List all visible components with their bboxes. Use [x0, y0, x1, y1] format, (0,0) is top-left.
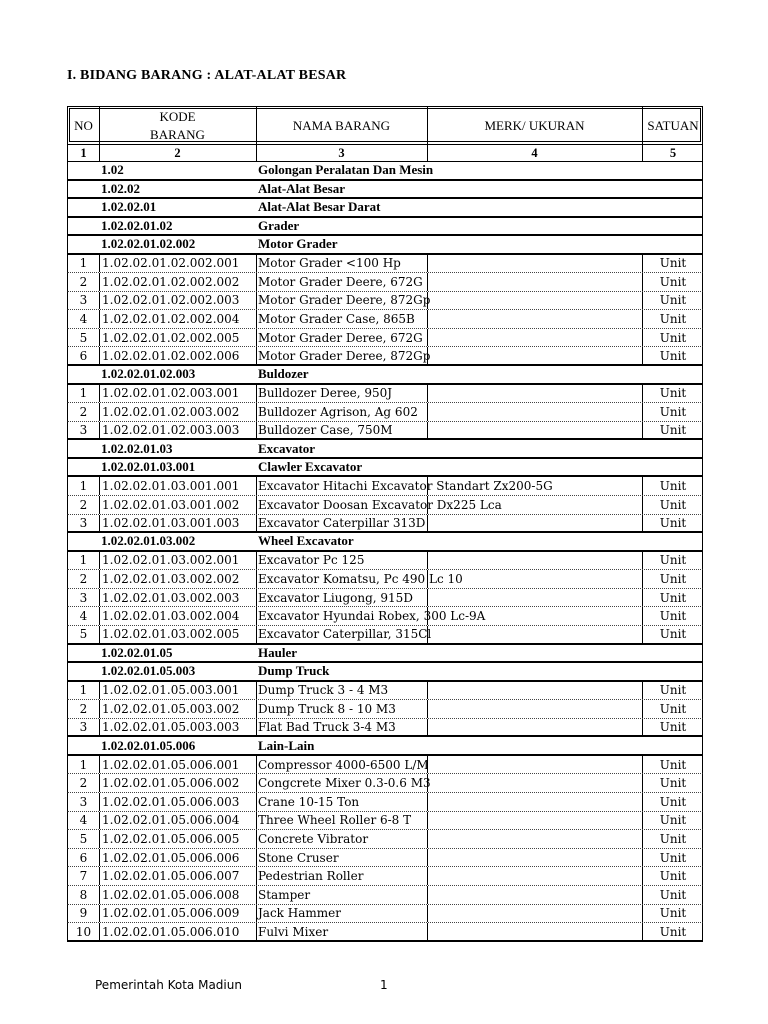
row-code: 1.02.02.01.03.001.002 — [102, 497, 240, 512]
row-name: Stamper — [258, 887, 311, 902]
table-row — [67, 626, 703, 645]
row-unit: Unit — [659, 794, 687, 809]
row-name: Flat Bad Truck 3-4 M3 — [258, 720, 396, 735]
group-code: 1.02.02.01.03.001 — [101, 459, 196, 475]
row-code: 1.02.02.01.03.002.001 — [102, 553, 240, 568]
page-number: 1 — [380, 978, 388, 992]
group-row — [67, 737, 703, 756]
table-row — [67, 347, 703, 366]
col-number: 1 — [80, 145, 87, 160]
row-unit: Unit — [659, 924, 687, 939]
row-unit: Unit — [659, 553, 687, 568]
row-name: Congcrete Mixer 0.3-0.6 M3 — [258, 776, 431, 791]
col-number: 2 — [174, 145, 181, 160]
table-row — [67, 422, 703, 441]
group-name: Dump Truck — [258, 663, 330, 679]
group-code: 1.02.02 — [101, 180, 140, 196]
group-code: 1.02.02.01.02.002 — [101, 236, 196, 252]
row-name: Excavator Hitachi Excavator Standart Zx200-5G — [258, 479, 553, 494]
group-name: Excavator — [258, 440, 316, 456]
group-code: 1.02.02.01.03.002 — [101, 533, 196, 549]
table-row — [67, 923, 703, 942]
row-name: Motor Grader Deere, 672G — [258, 274, 423, 289]
row-name: Concrete Vibrator — [258, 832, 369, 847]
group-row — [67, 162, 703, 181]
inventory-table — [67, 106, 703, 942]
row-name: Pedestrian Roller — [258, 869, 364, 884]
row-code: 1.02.02.01.02.002.003 — [102, 293, 240, 308]
table-row — [67, 273, 703, 292]
header-kode-line2: BARANG — [150, 126, 205, 142]
header-kode — [99, 107, 256, 144]
group-name: Lain-Lain — [258, 737, 315, 753]
row-no: 9 — [79, 906, 88, 921]
table-row — [67, 905, 703, 924]
table-row — [67, 570, 703, 589]
footer-organization: Pemerintah Kota Madiun — [95, 978, 242, 992]
row-name: Motor Grader Deere, 872Gp — [258, 293, 431, 308]
row-no: 1 — [79, 256, 88, 271]
row-name: Bulldozer Deree, 950J — [258, 386, 393, 401]
row-code: 1.02.02.01.02.002.005 — [102, 330, 240, 345]
row-unit: Unit — [659, 312, 687, 327]
row-no: 3 — [79, 794, 88, 809]
group-name: Clawler Excavator — [258, 459, 363, 475]
row-unit: Unit — [659, 701, 687, 716]
row-unit: Unit — [659, 386, 687, 401]
row-unit: Unit — [659, 423, 687, 438]
col-number: 5 — [669, 145, 677, 160]
row-no: 1 — [79, 683, 88, 698]
group-code: 1.02.02.01.03 — [101, 440, 173, 456]
row-code: 1.02.02.01.02.003.003 — [102, 423, 240, 438]
column-number-row — [67, 144, 703, 162]
section-heading: I. BIDANG BARANG : ALAT-ALAT BESAR — [67, 68, 347, 83]
row-unit: Unit — [659, 572, 687, 587]
row-code: 1.02.02.01.03.001.001 — [102, 479, 240, 494]
row-unit: Unit — [659, 497, 687, 512]
row-code: 1.02.02.01.05.006.009 — [102, 906, 240, 921]
row-unit: Unit — [659, 887, 687, 902]
row-unit: Unit — [659, 627, 687, 642]
row-unit: Unit — [659, 906, 687, 921]
row-unit: Unit — [659, 256, 687, 271]
row-no: 1 — [79, 553, 88, 568]
row-code: 1.02.02.01.02.003.001 — [102, 386, 240, 401]
table-row — [67, 329, 703, 348]
row-code: 1.02.02.01.03.002.002 — [102, 572, 240, 587]
row-unit: Unit — [659, 757, 687, 772]
row-name: Motor Grader Case, 865B — [258, 312, 415, 327]
row-unit: Unit — [659, 348, 687, 363]
row-name: Bulldozer Case, 750M — [258, 423, 393, 438]
table-row — [67, 886, 703, 905]
header-merk: MERK/ UKURAN — [484, 117, 585, 133]
row-unit: Unit — [659, 293, 687, 308]
row-code: 1.02.02.01.05.006.007 — [102, 869, 240, 884]
row-name: Dump Truck 8 - 10 M3 — [258, 701, 396, 716]
table-row — [67, 849, 703, 868]
header-kode-line1: KODE — [159, 108, 196, 124]
row-code: 1.02.02.01.02.002.004 — [102, 312, 240, 327]
table-row — [67, 682, 703, 701]
row-unit: Unit — [659, 813, 687, 828]
table-row — [67, 774, 703, 793]
table-row — [67, 793, 703, 812]
group-row — [67, 218, 703, 237]
row-unit: Unit — [659, 515, 687, 530]
row-no: 7 — [79, 869, 88, 884]
table-row — [67, 310, 703, 329]
group-code: 1.02.02.01 — [101, 199, 157, 215]
row-name: Fulvi Mixer — [258, 924, 329, 939]
row-no: 2 — [79, 497, 88, 512]
row-code: 1.02.02.01.05.006.008 — [102, 887, 240, 902]
row-unit: Unit — [659, 590, 687, 605]
row-code: 1.02.02.01.05.006.003 — [102, 794, 240, 809]
row-no: 6 — [79, 850, 88, 865]
table-row — [67, 607, 703, 626]
row-code: 1.02.02.01.05.006.001 — [102, 757, 240, 772]
row-no: 1 — [79, 757, 88, 772]
row-name: Crane 10-15 Ton — [258, 794, 360, 809]
row-no: 3 — [79, 515, 88, 530]
row-name: Excavator Liugong, 915D — [258, 590, 413, 605]
row-code: 1.02.02.01.02.002.006 — [102, 348, 240, 363]
row-code: 1.02.02.01.05.006.010 — [102, 924, 240, 939]
row-name: Bulldozer Agrison, Ag 602 — [258, 404, 418, 419]
row-code: 1.02.02.01.03.002.003 — [102, 590, 240, 605]
table-row — [67, 515, 703, 534]
row-no: 5 — [79, 627, 88, 642]
row-no: 3 — [79, 423, 88, 438]
table-row — [67, 700, 703, 719]
row-name: Excavator Komatsu, Pc 490 Lc 10 — [258, 572, 463, 587]
group-name: Wheel Excavator — [258, 533, 354, 549]
table-row — [67, 830, 703, 849]
row-no: 4 — [79, 609, 88, 624]
row-unit: Unit — [659, 869, 687, 884]
group-name: Golongan Peralatan Dan Mesin — [258, 162, 434, 178]
row-code: 1.02.02.01.05.006.005 — [102, 832, 240, 847]
group-row — [67, 181, 703, 200]
row-unit: Unit — [659, 832, 687, 847]
row-code: 1.02.02.01.03.002.005 — [102, 627, 240, 642]
row-no: 2 — [79, 776, 88, 791]
group-code: 1.02.02.01.02.003 — [101, 366, 196, 382]
group-row — [67, 645, 703, 664]
table-row — [67, 552, 703, 571]
row-name: Excavator Caterpillar 313D — [258, 515, 426, 530]
row-no: 6 — [79, 348, 88, 363]
row-name: Excavator Pc 125 — [258, 553, 365, 568]
table-row — [67, 477, 703, 496]
row-no: 1 — [79, 386, 88, 401]
group-name: Hauler — [258, 644, 297, 660]
row-code: 1.02.02.01.02.003.002 — [102, 404, 240, 419]
table-row — [67, 719, 703, 738]
table-row — [67, 292, 703, 311]
row-no: 3 — [79, 720, 88, 735]
row-code: 1.02.02.01.05.006.004 — [102, 813, 240, 828]
row-no: 2 — [79, 274, 88, 289]
row-name: Motor Grader Deree, 672G — [258, 330, 423, 345]
group-code: 1.02.02.01.05.006 — [101, 737, 196, 753]
table-row — [67, 867, 703, 886]
row-unit: Unit — [659, 404, 687, 419]
row-name: Jack Hammer — [258, 906, 341, 921]
row-name: Three Wheel Roller 6-8 T — [258, 813, 412, 828]
row-no: 2 — [79, 572, 88, 587]
row-name: Excavator Caterpillar, 315Cl — [258, 627, 432, 642]
row-no: 2 — [79, 701, 88, 716]
group-name: Motor Grader — [258, 236, 338, 252]
row-code: 1.02.02.01.02.002.002 — [102, 274, 240, 289]
row-unit: Unit — [659, 330, 687, 345]
header-no: NO — [74, 117, 93, 133]
row-no: 8 — [79, 887, 88, 902]
row-no: 1 — [79, 479, 88, 494]
group-code: 1.02.02.01.02 — [101, 217, 173, 233]
row-unit: Unit — [659, 609, 687, 624]
row-unit: Unit — [659, 850, 687, 865]
header-satuan: SATUAN — [647, 117, 699, 133]
row-no: 10 — [75, 924, 92, 939]
group-name: Grader — [258, 217, 300, 233]
group-row — [67, 366, 703, 385]
row-name: Motor Grader Deree, 872Gp — [258, 348, 431, 363]
group-row — [67, 663, 703, 682]
row-no: 5 — [79, 330, 88, 345]
table-row — [67, 255, 703, 274]
row-unit: Unit — [659, 274, 687, 289]
table-row — [67, 589, 703, 608]
table-row — [67, 496, 703, 515]
group-row — [67, 440, 703, 459]
row-name: Excavator Hyundai Robex, 300 Lc-9A — [258, 609, 486, 624]
row-no: 3 — [79, 590, 88, 605]
group-code: 1.02.02.01.05.003 — [101, 663, 196, 679]
table-header — [67, 106, 703, 144]
row-name: Stone Cruser — [258, 850, 339, 865]
row-no: 3 — [79, 293, 88, 308]
row-code: 1.02.02.01.03.002.004 — [102, 609, 240, 624]
row-name: Motor Grader <100 Hp — [258, 256, 401, 271]
row-code: 1.02.02.01.05.003.001 — [102, 683, 240, 698]
row-code: 1.02.02.01.03.001.003 — [102, 515, 240, 530]
group-name: Alat-Alat Besar Darat — [258, 199, 381, 215]
row-code: 1.02.02.01.05.003.002 — [102, 701, 240, 716]
table-row — [67, 385, 703, 404]
group-code: 1.02 — [101, 162, 124, 178]
group-name: Alat-Alat Besar — [258, 180, 346, 196]
table-body — [67, 162, 703, 942]
row-no: 2 — [79, 404, 88, 419]
header-nama: NAMA BARANG — [292, 117, 391, 133]
row-code: 1.02.02.01.05.006.006 — [102, 850, 240, 865]
group-name: Buldozer — [258, 366, 309, 382]
row-no: 4 — [79, 312, 88, 327]
row-unit: Unit — [659, 776, 687, 791]
row-unit: Unit — [659, 479, 687, 494]
group-row — [67, 533, 703, 552]
group-row — [67, 236, 703, 255]
group-code: 1.02.02.01.05 — [101, 644, 173, 660]
row-no: 5 — [79, 832, 88, 847]
row-name: Compressor 4000-6500 L/M — [258, 757, 429, 772]
row-code: 1.02.02.01.05.003.003 — [102, 720, 240, 735]
row-no: 4 — [79, 813, 88, 828]
row-name: Dump Truck 3 - 4 M3 — [258, 683, 389, 698]
row-code: 1.02.02.01.05.006.002 — [102, 776, 240, 791]
row-code: 1.02.02.01.02.002.001 — [102, 256, 240, 271]
col-number: 4 — [531, 145, 538, 160]
group-row — [67, 459, 703, 478]
table-row — [67, 812, 703, 831]
row-name: Excavator Doosan Excavator Dx225 Lca — [258, 497, 502, 512]
col-number: 3 — [338, 145, 345, 160]
row-unit: Unit — [659, 720, 687, 735]
group-row — [67, 199, 703, 218]
row-unit: Unit — [659, 683, 687, 698]
table-row — [67, 403, 703, 422]
table-row — [67, 756, 703, 775]
